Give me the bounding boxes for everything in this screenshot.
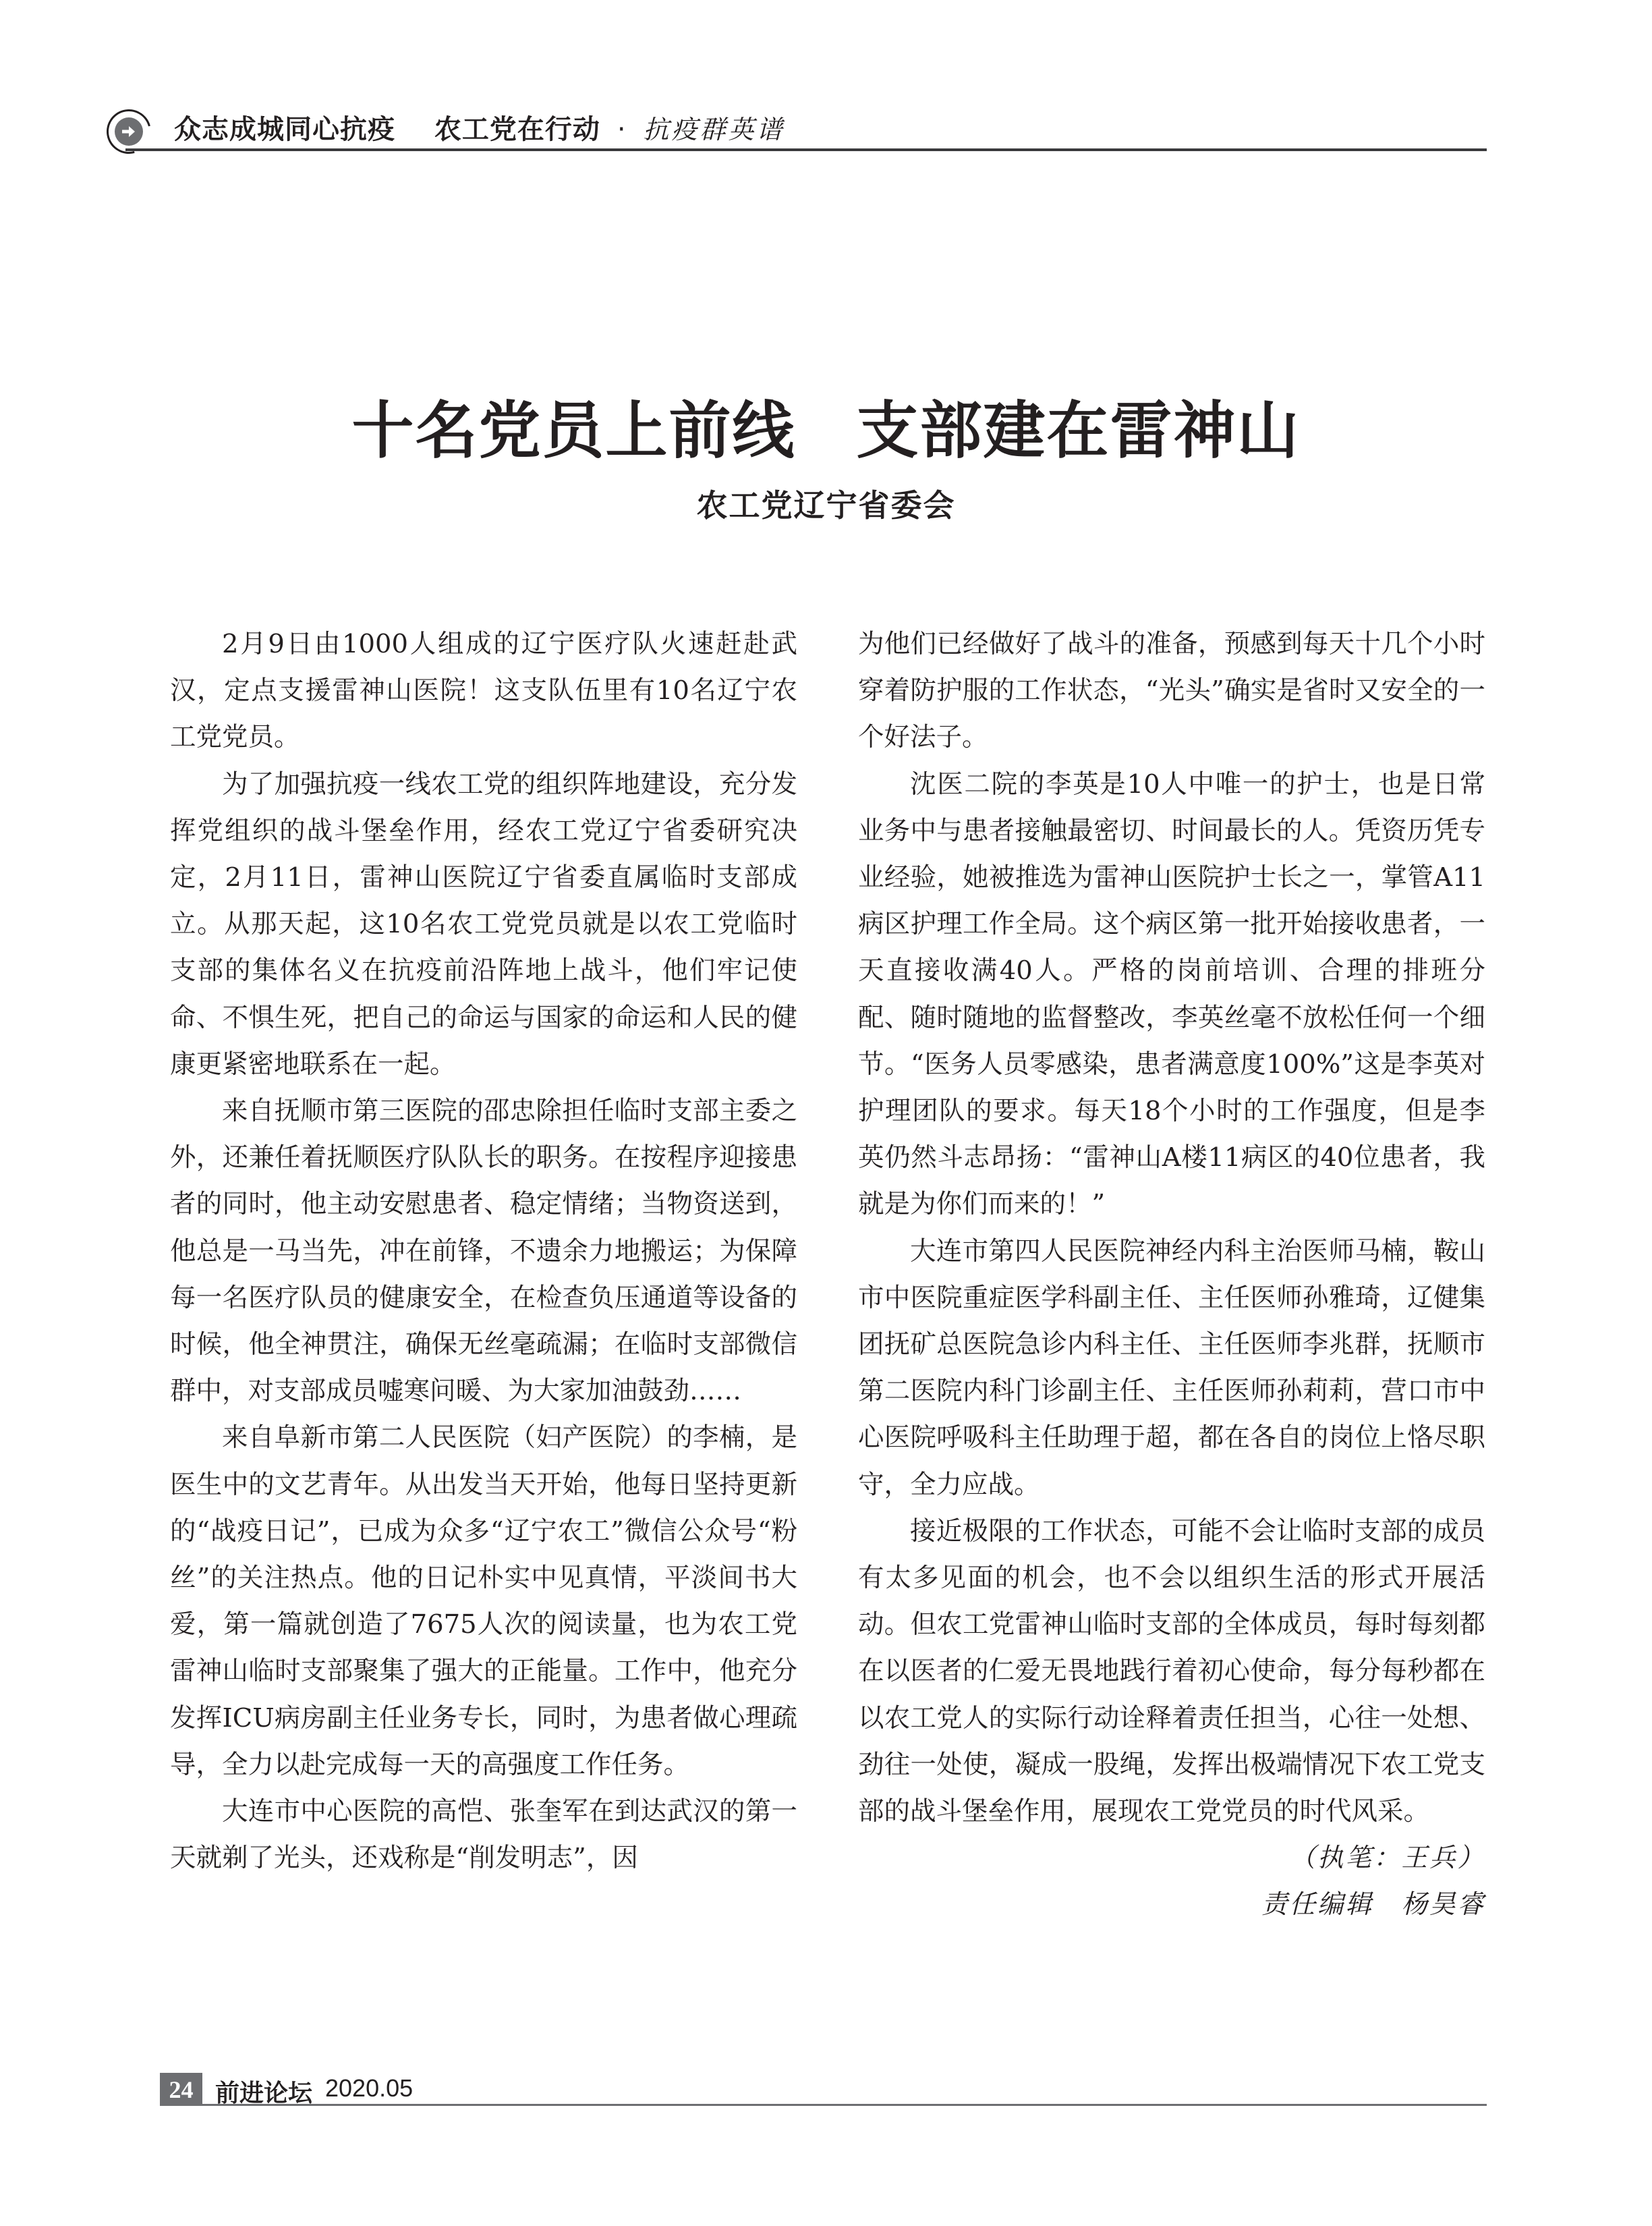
- paragraph: 2月9日由1000人组成的辽宁医疗队火速赶赴武汉，定点支援雷神山医院！这支队伍里有10名辽宁农工党党员。: [170, 629, 797, 753]
- paragraph-continued: 为他们已经做好了战斗的准备，预感到每天十几个小时穿着防护服的工作状态，“光头”确实是省时又安全的一个好法子。: [858, 629, 1485, 753]
- left-column: [170, 621, 797, 1881]
- issue-number: 2020.05: [325, 2074, 414, 2102]
- footer-rule: [202, 2104, 1487, 2106]
- header-rule: [125, 148, 1487, 151]
- paragraph: 为了加强抗疫一线农工党的组织阵地建设，充分发挥党组织的战斗堡垒作用，经农工党辽宁省委研究决定，2月11日，雷神山医院辽宁省委直属临时支部成立。从那天起，这10名农工党党员就是以农工党临时支部的集体名义在抗疫前沿阵地上战斗，他们牢记使命、不惧生死，把自己的命运与国家的命运和人民的健康更紧密地联系在一起。: [170, 769, 797, 1080]
- header-separator: ·: [617, 114, 627, 145]
- title-part-1: 十名党员上前线: [351, 395, 796, 467]
- right-column: [858, 621, 1485, 1928]
- running-header: [107, 107, 1487, 154]
- journal-name: 前进论坛: [215, 2080, 313, 2107]
- title-part-2: 支部建在雷神山: [856, 395, 1301, 467]
- paragraph: 大连市中心医院的高恺、张奎军在到达武汉的第一天就剃了光头，还戏称是“削发明志”，因: [170, 1796, 797, 1874]
- paragraph: 沈医二院的李英是10人中唯一的护士，也是日常业务中与患者接触最密切、时间最长的人。凭资历凭专业经验，她被推选为雷神山医院护士长之一，掌管A11病区护理工作全局。这个病区第一批开始接收患者，一天直接收满40人。严格的岗前培训、合理的排班分配、随时随地的监督整改，李英丝毫不放松任何一个细节。“医务人员零感染，患者满意度100%”这是李英对护理团队的要求。每天18个小时的工作强度，但是李英仍然斗志昂扬：“雷神山A楼11病区的40位患者，我就是为你们而来的！”: [858, 769, 1485, 1220]
- header-text: [174, 108, 785, 146]
- paragraph: 接近极限的工作状态，可能不会让临时支部的成员有太多见面的机会，也不会以组织生活的形式开展活动。但农工党雷神山临时支部的全体成员，每时每刻都在以医者的仁爱无畏地践行着初心使命，每分每秒都在以农工党人的实际行动诠释着责任担当，心往一处想、劲往一处使，凝成一股绳，发挥出极端情况下农工党支部的战斗堡垒作用，展现农工党党员的时代风采。: [858, 1515, 1485, 1827]
- article-title: [0, 381, 1652, 470]
- paragraph: 来自抚顺市第三医院的邵忠除担任临时支部主委之外，还兼任着抚顺医疗队队长的职务。在按程序迎接患者的同时，他主动安慰患者、稳定情绪；当物资送到，他总是一马当先，冲在前锋，不遗余力地搬运；为保障每一名医疗队员的健康安全，在检查负压通道等设备的时候，他全神贯注，确保无丝毫疏漏；在临时支部微信群中，对支部成员嘘寒问暖、为大家加油鼓劲……: [170, 1096, 797, 1407]
- page-number: 24: [160, 2073, 202, 2106]
- arrow-right-circle-icon: [115, 117, 143, 146]
- article-byline: 农工党辽宁省委会: [696, 487, 956, 524]
- column-title-2: 农工党在行动: [434, 114, 600, 145]
- paragraph: 来自阜新市第二人民医院（妇产医院）的李楠，是医生中的文艺青年。从出发当天开始，他每日坚持更新的“战疫日记”，已成为众多“辽宁农工”微信公众号“粉丝”的关注热点。他的日记朴实中见真情，平淡间书大爱，第一篇就创造了7675人次的阅读量，也为农工党雷神山临时支部聚集了强大的正能量。工作中，他充分发挥ICU病房副主任业务专长，同时，为患者做心理疏导，全力以赴完成每一天的高强度工作任务。: [170, 1422, 797, 1780]
- paragraph: 大连市第四人民医院神经内科主治医师马楠，鞍山市中医院重症医学科副主任、主任医师孙雅琦，辽健集团抚矿总医院急诊内科主任、主任医师李兆群，抚顺市第二医院内科门诊副主任、主任医师孙莉莉，营口市中心医院呼吸科主任助理于超，都在各自的岗位上恪尽职守，全力应战。: [858, 1235, 1485, 1500]
- page-footer: [160, 2073, 1487, 2108]
- section-name: 抗疫群英谱: [643, 115, 785, 144]
- author-credit: （执笔：王兵）: [1289, 1843, 1485, 1874]
- editor-credit: 责任编辑 杨昊睿: [1261, 1889, 1485, 1920]
- column-title-1: 众志成城同心抗疫: [174, 114, 395, 145]
